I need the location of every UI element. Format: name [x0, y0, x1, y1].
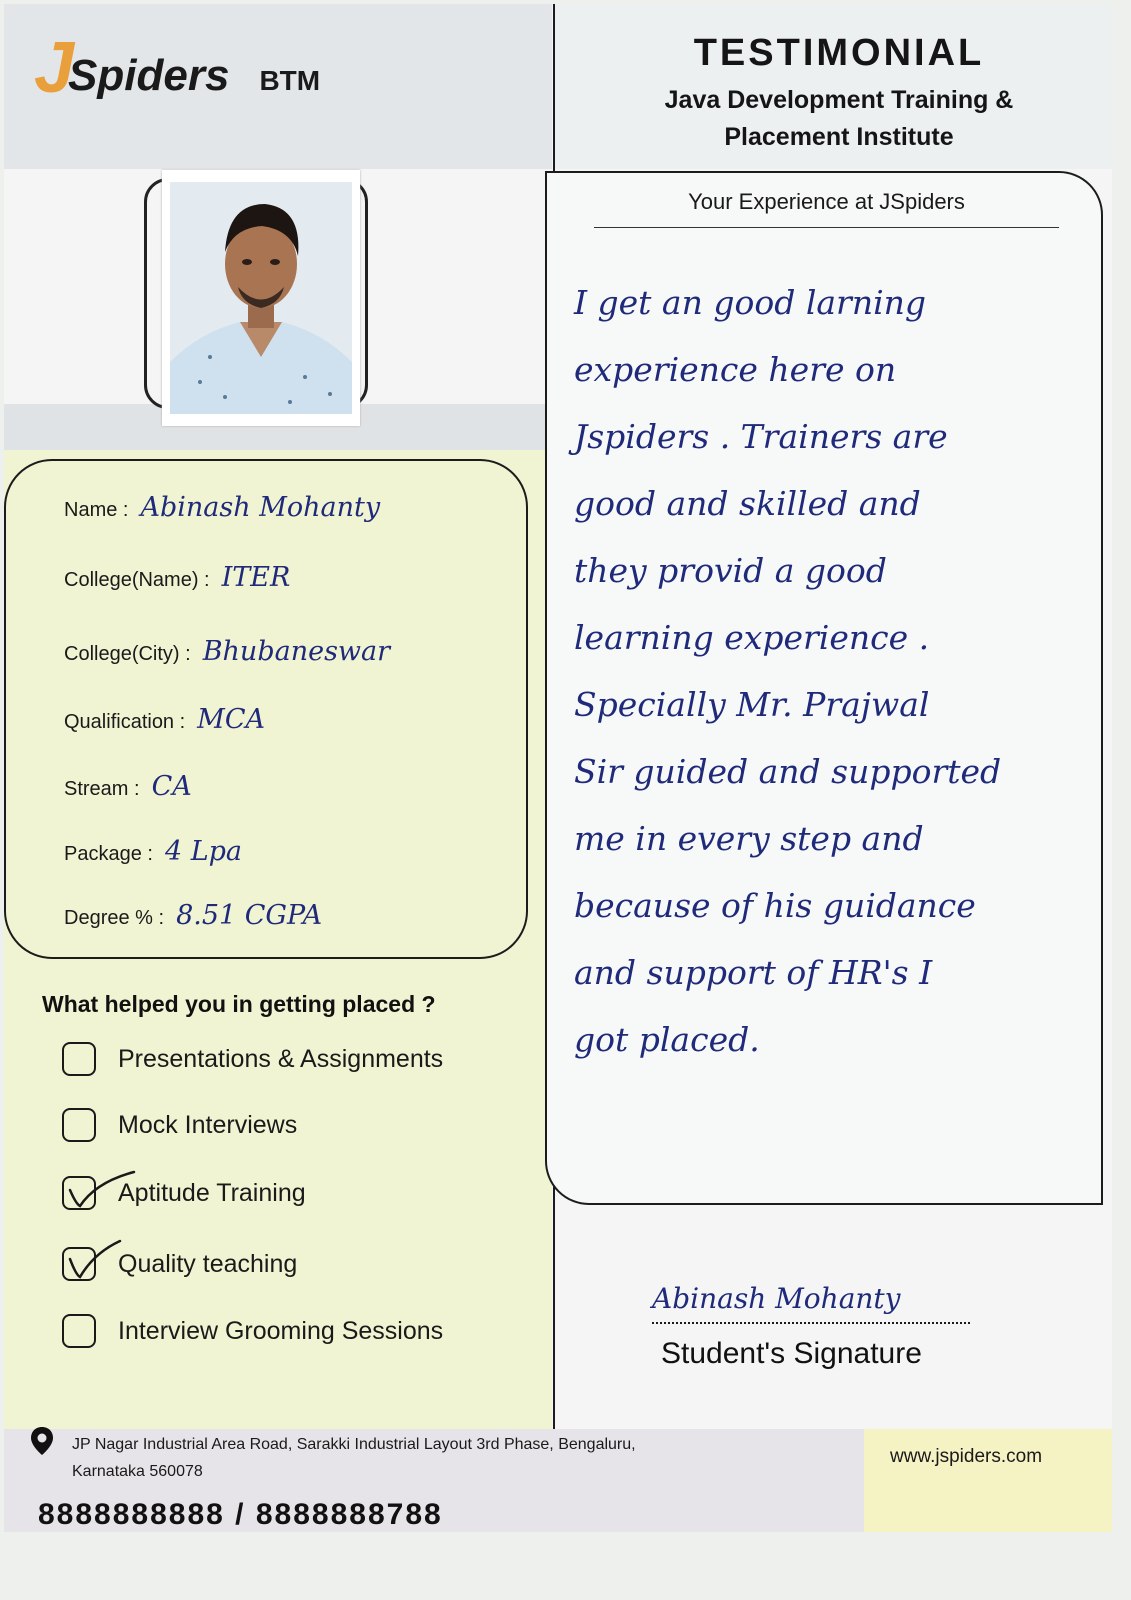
- field-label: Package :: [64, 843, 153, 865]
- field-value: Bhubaneswar: [202, 636, 391, 667]
- phone-text: 8888888888 / 8888888788: [38, 1498, 443, 1531]
- option-label: Quality teaching: [118, 1249, 298, 1278]
- field-value: Abinash Mohanty: [140, 492, 381, 523]
- experience-line: got placed.: [574, 1020, 760, 1059]
- option-mock-interviews[interactable]: [62, 1108, 297, 1142]
- experience-line: I get an good larning: [574, 283, 927, 322]
- branch-label: BTM: [259, 65, 321, 96]
- footer-address: [72, 1431, 636, 1485]
- field-value: 8.51 CGPA: [176, 900, 323, 931]
- field-label: Name :: [64, 499, 129, 521]
- placement-question: What helped you in getting placed ?: [42, 991, 436, 1017]
- option-label: Mock Interviews: [118, 1110, 298, 1139]
- field-label: Stream :: [64, 778, 140, 800]
- address-line-2: Karnataka 560078: [72, 1463, 203, 1480]
- field-stream: [64, 771, 192, 802]
- signature-line: [652, 1322, 970, 1324]
- field-value: MCA: [197, 704, 265, 735]
- field-degree: [64, 900, 322, 931]
- experience-line: experience here on: [574, 350, 897, 389]
- checkbox-checked[interactable]: [62, 1247, 96, 1281]
- student-portrait: [170, 182, 352, 414]
- experience-line: good and skilled and: [574, 484, 921, 523]
- checkmark-icon: [66, 1168, 138, 1212]
- logo-spiders: Spiders: [68, 51, 230, 100]
- page-subtitle: [564, 82, 1114, 156]
- checkbox-checked[interactable]: [62, 1176, 96, 1210]
- handwritten-signature: Abinash Mohanty: [652, 1282, 901, 1315]
- student-photo: [162, 170, 360, 426]
- experience-line: learning experience .: [574, 618, 930, 657]
- portrait-illustration: [170, 182, 352, 414]
- checkmark-icon: [66, 1239, 126, 1283]
- option-aptitude-training[interactable]: [62, 1176, 306, 1210]
- option-label: Presentations & Assignments: [118, 1044, 444, 1073]
- experience-line: they provid a good: [574, 551, 887, 590]
- field-value: CA: [151, 771, 192, 802]
- website-link[interactable]: www.jspiders.com: [890, 1446, 1043, 1467]
- field-value: 4 Lpa: [164, 836, 243, 867]
- field-name: [64, 492, 380, 523]
- option-interview-grooming[interactable]: [62, 1314, 443, 1348]
- field-label: Degree % :: [64, 907, 165, 929]
- field-package: [64, 836, 242, 867]
- experience-title-underline: [594, 227, 1059, 228]
- experience-line: and support of HR's I: [574, 953, 933, 992]
- experience-line: Specially Mr. Prajwal: [574, 685, 930, 724]
- experience-title: Your Experience at JSpiders: [688, 189, 965, 214]
- experience-line: me in every step and: [574, 819, 924, 858]
- field-college-city: [64, 636, 390, 667]
- experience-line: Sir guided and supported: [574, 752, 1002, 791]
- option-label: Aptitude Training: [118, 1178, 306, 1207]
- checkbox[interactable]: [62, 1042, 96, 1076]
- location-pin-icon: [30, 1426, 54, 1460]
- signature-label: Student's Signature: [661, 1337, 922, 1370]
- experience-text: [574, 269, 1104, 1073]
- experience-line: because of his guidance: [574, 886, 976, 925]
- logo-j: J: [34, 28, 75, 108]
- option-presentations[interactable]: [62, 1042, 443, 1076]
- page-title: TESTIMONIAL: [693, 32, 985, 74]
- jspiders-logo: [34, 28, 321, 108]
- phone-number: [38, 1498, 538, 1531]
- option-label: Interview Grooming Sessions: [118, 1316, 444, 1345]
- field-label: College(Name) :: [64, 569, 210, 591]
- field-label: College(City) :: [64, 643, 191, 665]
- address-line-1: JP Nagar Industrial Area Road, Sarakki Industrial Layout 3rd Phase, Bengaluru,: [72, 1436, 636, 1453]
- subtitle-line-1: Java Development Training &: [664, 86, 1014, 114]
- testimonial-sheet: [4, 4, 1112, 1532]
- field-college-name: [64, 562, 290, 593]
- checkbox[interactable]: [62, 1314, 96, 1348]
- experience-line: Jspiders . Trainers are: [574, 417, 948, 456]
- field-qualification: [64, 704, 265, 735]
- field-label: Qualification :: [64, 711, 186, 733]
- option-quality-teaching[interactable]: [62, 1247, 297, 1281]
- footer-accent: [864, 1429, 1112, 1532]
- checkbox[interactable]: [62, 1108, 96, 1142]
- subtitle-line-2: Placement Institute: [724, 123, 954, 151]
- field-value: ITER: [221, 562, 291, 593]
